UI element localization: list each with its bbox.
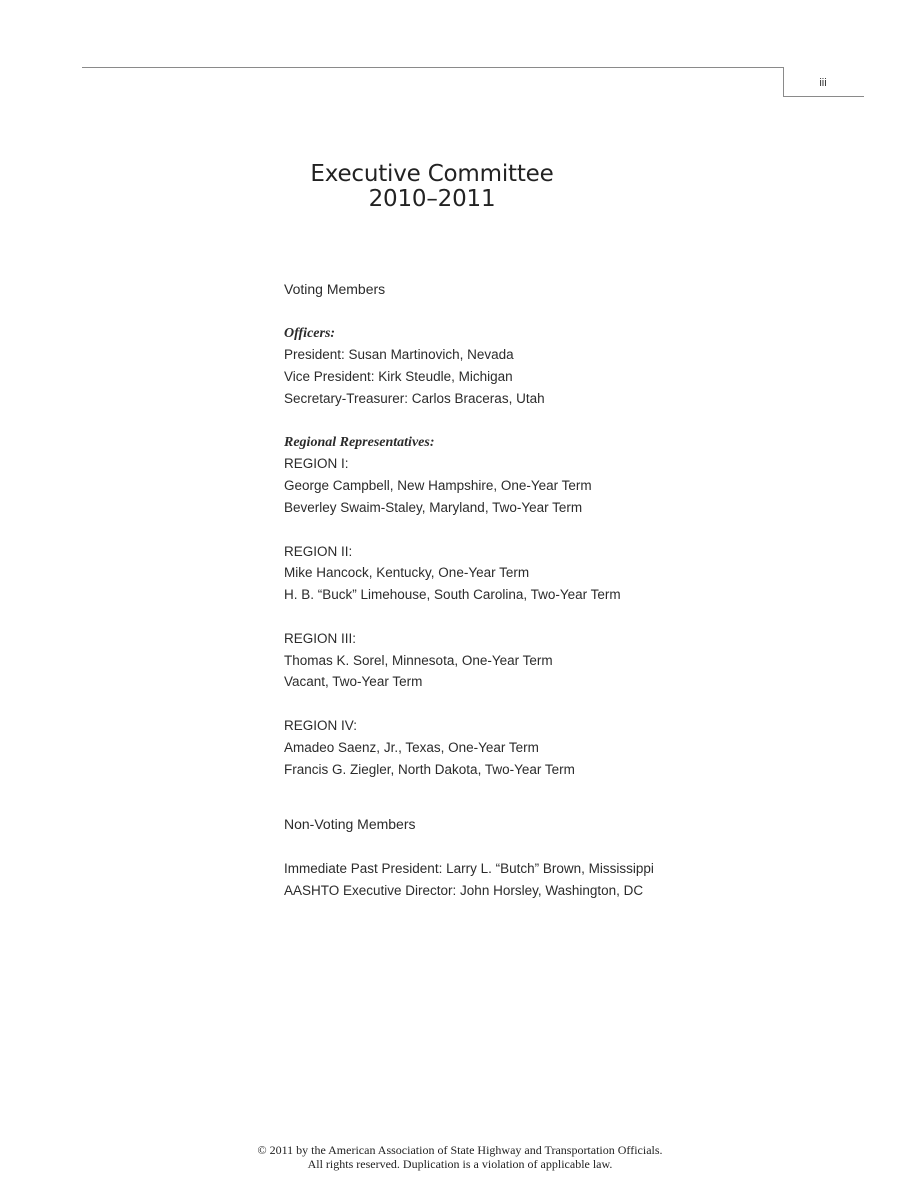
region-2-member: Mike Hancock, Kentucky, One-Year Term (284, 565, 530, 581)
regional-representatives-heading: Regional Representatives: (284, 434, 435, 450)
officer-secretary-treasurer: Secretary-Treasurer: Carlos Braceras, Utah (284, 390, 545, 406)
region-3-member: Vacant, Two-Year Term (284, 674, 423, 690)
non-voting-member: Immediate Past President: Larry L. “Butch” Brown, Mississippi (284, 860, 654, 876)
region-2-member: H. B. “Buck” Limehouse, South Carolina, Two-Year Term (284, 587, 621, 603)
officer-vice-president: Vice President: Kirk Steudle, Michigan (284, 369, 513, 385)
region-1-member: George Campbell, New Hampshire, One-Year Term (284, 478, 592, 494)
officers-heading: Officers: (284, 325, 336, 341)
region-4-heading: REGION IV: (284, 717, 358, 733)
page-title (232, 162, 632, 212)
region-4-member: Francis G. Ziegler, North Dakota, Two-Year Term (284, 761, 575, 777)
copyright-line-1: © 2011 by the American Association of State Highway and Transportation Officials. (257, 1143, 663, 1157)
header-rule (82, 67, 784, 68)
non-voting-member: AASHTO Executive Director: John Horsley, Washington, DC (284, 882, 644, 898)
voting-members-heading: Voting Members (284, 281, 386, 297)
region-1-member: Beverley Swaim-Staley, Maryland, Two-Year Term (284, 499, 583, 515)
region-1-heading: REGION I: (284, 456, 349, 472)
copyright-footer (160, 1143, 760, 1171)
copyright-line-2: All rights reserved. Duplication is a violation of applicable law. (307, 1157, 613, 1171)
non-voting-members-heading: Non-Voting Members (284, 816, 416, 833)
page-title-line-1: Executive Committee (310, 161, 554, 187)
committee-listing (284, 279, 844, 902)
region-3-heading: REGION III: (284, 630, 357, 646)
region-4-member: Amadeo Saenz, Jr., Texas, One-Year Term (284, 739, 539, 755)
officer-president: President: Susan Martinovich, Nevada (284, 347, 514, 363)
page-number: iii (819, 77, 827, 89)
region-3-member: Thomas K. Sorel, Minnesota, One-Year Term (284, 652, 553, 668)
region-2-heading: REGION II: (284, 543, 353, 559)
page-title-line-2: 2010–2011 (368, 186, 496, 212)
